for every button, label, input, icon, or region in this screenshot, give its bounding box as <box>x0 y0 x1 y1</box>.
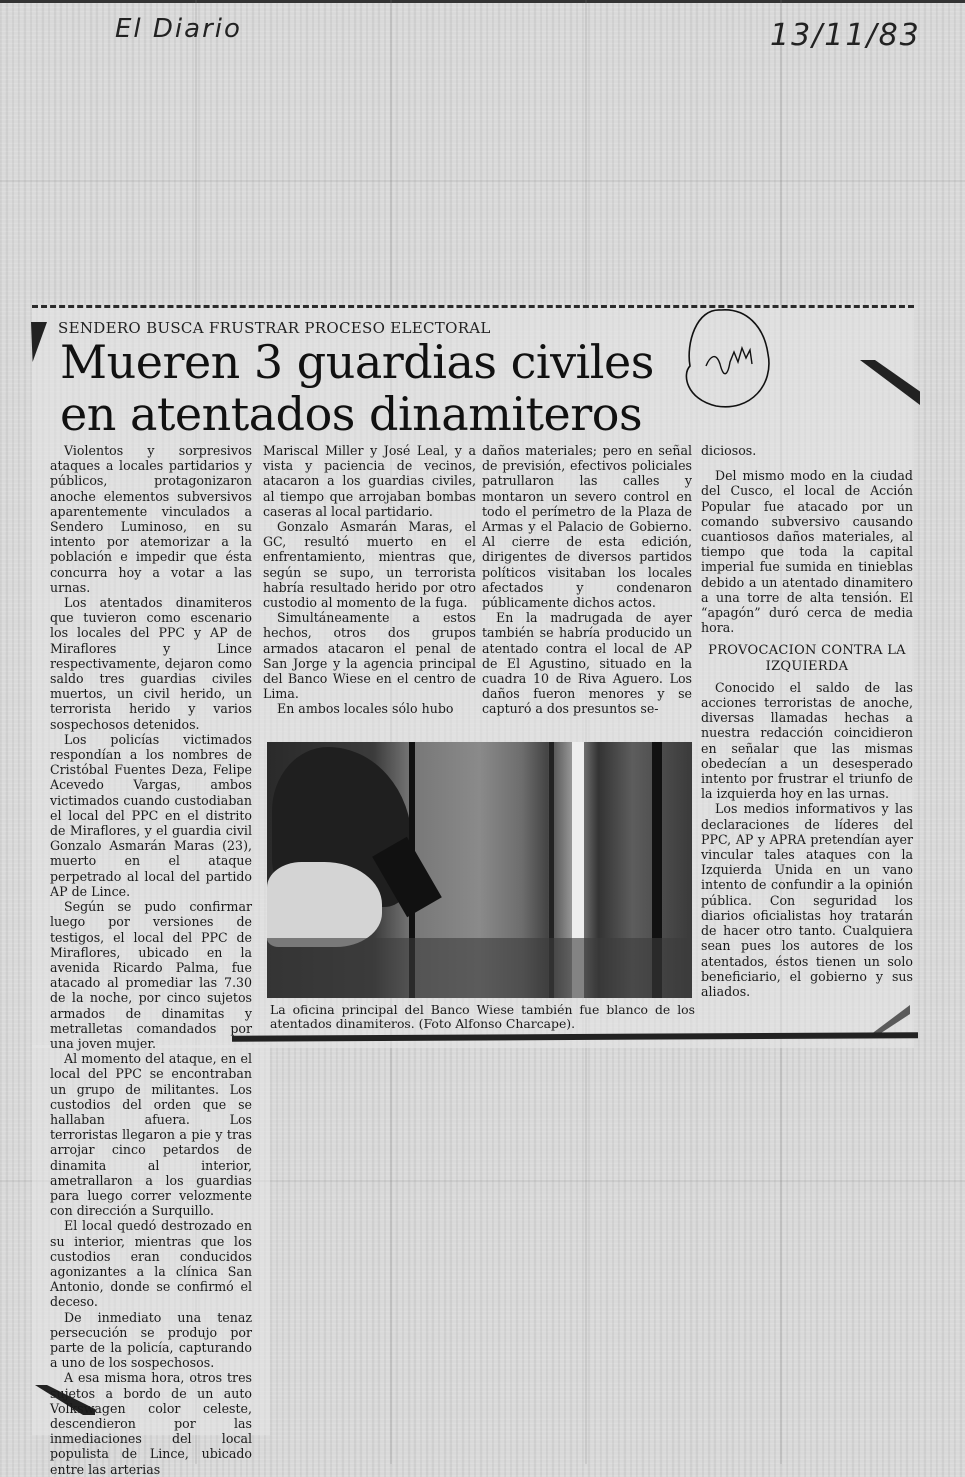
paragraph: daños materiales; pero en señal de previsión, efectivos policiales patrullaron las calles y montaron un severo control en todo el perímetro de la Plaza de Armas y el Palacio de Gobierno. Al cierre de esta edición, dirigentes de diversos partidos políticos visitaban los locales afectados y condenaron públicamente dichos actos. <box>482 443 692 611</box>
paragraph-continuation: diciosos. <box>701 443 757 458</box>
paragraph: Simultáneamente a estos hechos, otros dos grupos armados atacaron el penal de San Jorge y la agencia principal del Banco Wiese en el centro de Lima. <box>263 610 476 702</box>
scan-grid-line <box>0 180 965 182</box>
handwritten-newspaper-name: El Diario <box>115 14 242 44</box>
article-subheading: PROVOCACION CONTRA LA IZQUIERDA <box>708 643 906 674</box>
headline-line-1: Mueren 3 guardias civiles <box>60 335 654 389</box>
article-column-1 <box>50 443 252 1477</box>
article-column-4 <box>701 443 913 999</box>
photo-caption: La oficina principal del Banco Wiese también fue blanco de los atentados dinamiteros. (Foto Alfonso Charcape). <box>270 1002 695 1031</box>
paragraph: El local quedó destrozado en su interior, mientras que los custodios eran conducidos agonizantes a la clínica San Antonio, donde se confirmó el deceso. <box>50 1218 252 1310</box>
paragraph: Los medios informativos y las declaraciones de líderes del PPC, AP y APRA pretendían ayer vincular tales ataques con la Izquierda Unida en un vano intento de confundir a la opinión pública. Con seguridad los diarios oficialistas hoy tratarán de hacer otro tanto. Cualquiera sean pues los autores de los atentados, éstos tienen un solo beneficiario, el gobierno y sus aliados. <box>701 801 913 999</box>
paragraph: Del mismo modo en la ciudad del Cusco, el local de Acción Popular fue atacado por un comando subversivo causando cuantiosos daños materiales, al tiempo que toda la capital imperial fue sumida en tinieblas debido a un atentado dinamitero a una torre de alta tensión. El “apagón” duró cerca de media hora. <box>701 468 913 636</box>
article-headline <box>60 336 654 440</box>
paragraph: Gonzalo Asmarán Maras, el GC, resultó muerto en el enfrentamiento, mientras que, según se supo, un terrorista habría resultado herido por otro custodio al momento de la fuga. <box>263 519 476 611</box>
scan-top-border <box>0 0 965 3</box>
article-kicker: SENDERO BUSCA FRUSTRAR PROCESO ELECTORAL <box>58 319 491 337</box>
paragraph: A esa misma hora, otros tres sujetos a bordo de un auto Volkswagen color celeste, descendieron por las inmediaciones del local populista de Lince, ubicado entre las arterias <box>50 1370 252 1477</box>
paragraph: En ambos locales sólo hubo <box>277 701 454 717</box>
news-photo <box>267 742 692 998</box>
article-column-3 <box>482 443 692 717</box>
paragraph: Al momento del ataque, en el local del PPC se encontraban un grupo de militantes. Los custodios del orden que se hallaban afuera. Los terroristas llegaron a pie y tras arrojar cinco petardos de dinamita al interior, ametrallaron a los guardias para luego correr velozmente con dirección a Surquillo. <box>50 1051 252 1219</box>
circled-scribble-icon <box>676 304 776 414</box>
paragraph: Según se pudo confirmar luego por versiones de testigos, el local del PPC de Miraflores, ubicado en la avenida Ricardo Palma, fue atacado al promediar las 7.30 de la noche, por cinco sujetos armados de dinamitas y metralletas comandados por una joven mujer. <box>50 899 252 1051</box>
handwritten-date: 13/11/83 <box>770 18 921 53</box>
paragraph: Violentos y sorpresivos ataques a locales partidarios y públicos, protagonizaron anoche elementos subversivos aparentemente vinculados a Sendero Luminoso, en su intento por atemorizar a la población e impedir que ésta concurra hoy a votar a las urnas. <box>50 443 252 595</box>
photo-floor <box>267 938 692 998</box>
paragraph: Mariscal Miller y José Leal, y a vista y paciencia de vecinos, atacaron a los guardias civiles, al tiempo que arrojaban bombas caseras al local partidario. <box>263 443 476 519</box>
paragraph: Los atentados dinamiteros que tuvieron como escenario los locales del PPC y AP de Miraflores y Lince respectivamente, dejaron como saldo tres guardias civiles muertos, un civil herido, un terrorista herido y varios sospechosos detenidos. <box>50 595 252 732</box>
paragraph: En la madrugada de ayer también se habría producido un atentado contra el local de AP de El Agustino, situado en la cuadra 10 de Riva Aguero. Los daños fueron menores y se capturó a dos presuntos se- <box>482 610 692 717</box>
paragraph: Conocido el saldo de las acciones terroristas de anoche, diversas llamadas hechas a nuestra redacción coincidieron en señalar que las mismas obedecían a un desesperado intento por frustrar el triunfo de la izquierda hoy en las urnas. <box>701 679 913 802</box>
paragraph: De inmediato una tenaz persecución se produjo por parte de la policía, capturando a uno de los sospechosos. <box>50 1309 252 1371</box>
headline-line-2: en atentados dinamiteros <box>60 387 643 441</box>
paragraph: Los policías victimados respondían a los nombres de Cristóbal Fuentes Deza, Felipe Acevedo Vargas, ambos victimados cuando custodiaban el local del PPC en el distrito de Miraflores, y el guardia civil Gonzalo Asmarán Maras (23), muerto en el ataque perpetrado al local del partido AP de Lince. <box>50 731 252 899</box>
article-column-2 <box>263 443 476 717</box>
photo-figure-officer-light <box>267 862 382 947</box>
